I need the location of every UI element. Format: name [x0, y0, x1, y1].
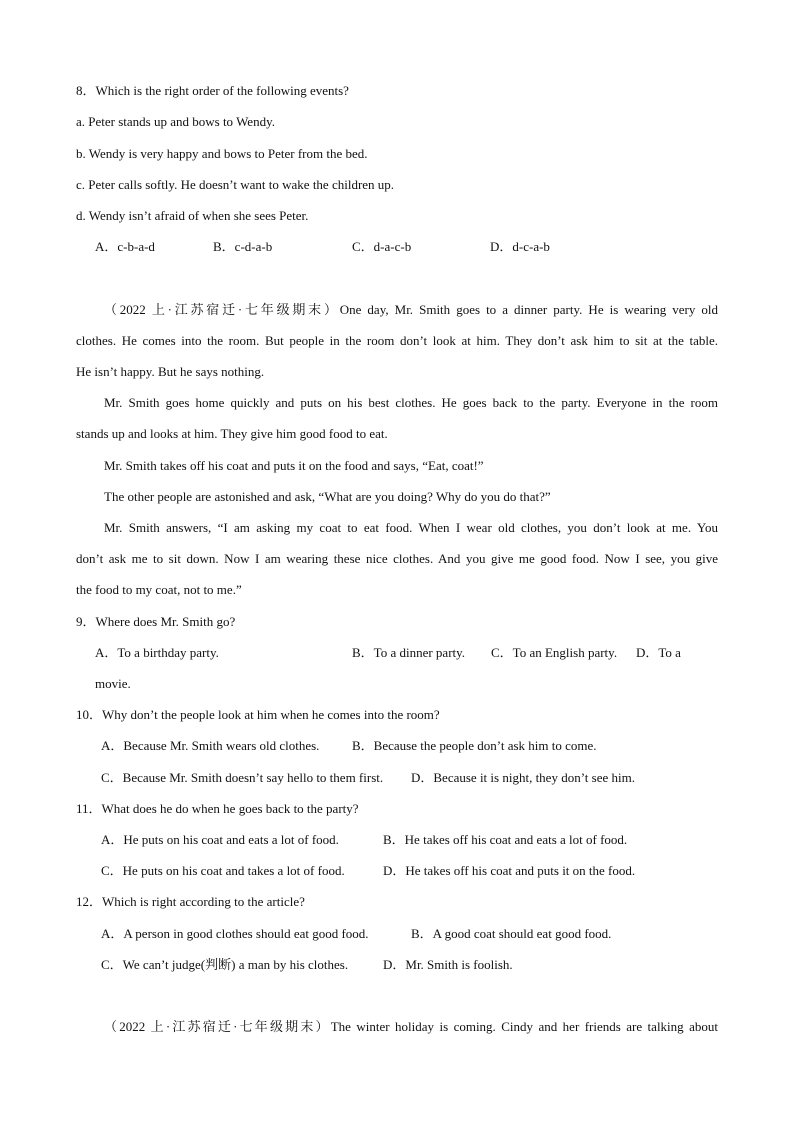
q8-option-c: C．d-a-c-b: [352, 239, 412, 254]
q9-option-d-wrap: movie.: [95, 676, 131, 691]
q12-option-a: A．A person in good clothes should eat good food.: [101, 926, 369, 941]
passage1-line-9: don’t ask me to sit down. Now I am wearing these nice clothes. And you give me good food. Now I see, you give: [76, 551, 718, 566]
q10-option-b: B．Because the people don’t ask him to come.: [352, 738, 597, 753]
passage1-line-2: clothes. He comes into the room. But people in the room don’t look at him. They don’t ask him to sit at the table.: [76, 333, 718, 348]
passage1-line-10: the food to my coat, not to me.”: [76, 582, 242, 597]
passage2-line-1: （2022 上·江苏宿迁·七年级期末）The winter holiday is coming. Cindy and her friends are talking about: [104, 1019, 718, 1034]
q11-option-c: C．He puts on his coat and takes a lot of food.: [101, 863, 345, 878]
event-d: d. Wendy isn’t afraid of when she sees Peter.: [76, 208, 309, 223]
q8-option-b: B．c-d-a-b: [213, 239, 273, 254]
passage1-line-4: Mr. Smith goes home quickly and puts on his best clothes. He goes back to the party. Everyone in the room: [104, 395, 718, 410]
question-12: 12．Which is right according to the article?: [76, 894, 305, 909]
q12-option-d: D．Mr. Smith is foolish.: [383, 957, 513, 972]
q9-option-b: B．To a dinner party.: [352, 645, 466, 660]
passage1-line-8: Mr. Smith answers, “I am asking my coat to eat food. When I wear old clothes, you don’t look at me. You: [104, 520, 718, 535]
event-a: a. Peter stands up and bows to Wendy.: [76, 114, 275, 129]
q8-option-d: D．d-c-a-b: [490, 239, 550, 254]
passage1-line-6: Mr. Smith takes off his coat and puts it on the food and says, “Eat, coat!”: [104, 458, 484, 473]
question-11: 11．What does he do when he goes back to the party?: [76, 801, 359, 816]
passage1-line-3: He isn’t happy. But he says nothing.: [76, 364, 265, 379]
q10-option-a: A．Because Mr. Smith wears old clothes.: [101, 738, 320, 753]
q8-option-a: A．c-b-a-d: [95, 239, 155, 254]
question-9: 9．Where does Mr. Smith go?: [76, 614, 236, 629]
q10-option-c: C．Because Mr. Smith doesn’t say hello to them first.: [101, 770, 384, 785]
q9-option-c: C．To an English party.: [491, 645, 618, 660]
question-10: 10．Why don’t the people look at him when he comes into the room?: [76, 707, 440, 722]
passage1-line-1: （2022 上·江苏宿迁·七年级期末）One day, Mr. Smith goes to a dinner party. He is wearing very old: [104, 302, 718, 317]
event-c: c. Peter calls softly. He doesn’t want to wake the children up.: [76, 177, 395, 192]
passage1-line-5: stands up and looks at him. They give him good food to eat.: [76, 426, 388, 441]
passage1-line-7: The other people are astonished and ask, “What are you doing? Why do you do that?”: [104, 489, 551, 504]
question-8: 8．Which is the right order of the following events?: [76, 83, 349, 98]
event-b: b. Wendy is very happy and bows to Peter from the bed.: [76, 146, 368, 161]
q11-option-d: D．He takes off his coat and puts it on the food.: [383, 863, 636, 878]
q9-option-a: A．To a birthday party.: [95, 645, 219, 660]
q11-option-b: B．He takes off his coat and eats a lot of food.: [383, 832, 628, 847]
q9-option-d: D．To a: [636, 645, 681, 660]
q11-option-a: A．He puts on his coat and eats a lot of food.: [101, 832, 339, 847]
q12-option-b: B．A good coat should eat good food.: [411, 926, 612, 941]
q12-option-c: C．We can’t judge(判断) a man by his clothes.: [101, 957, 349, 972]
q10-option-d: D．Because it is night, they don’t see him.: [411, 770, 635, 785]
